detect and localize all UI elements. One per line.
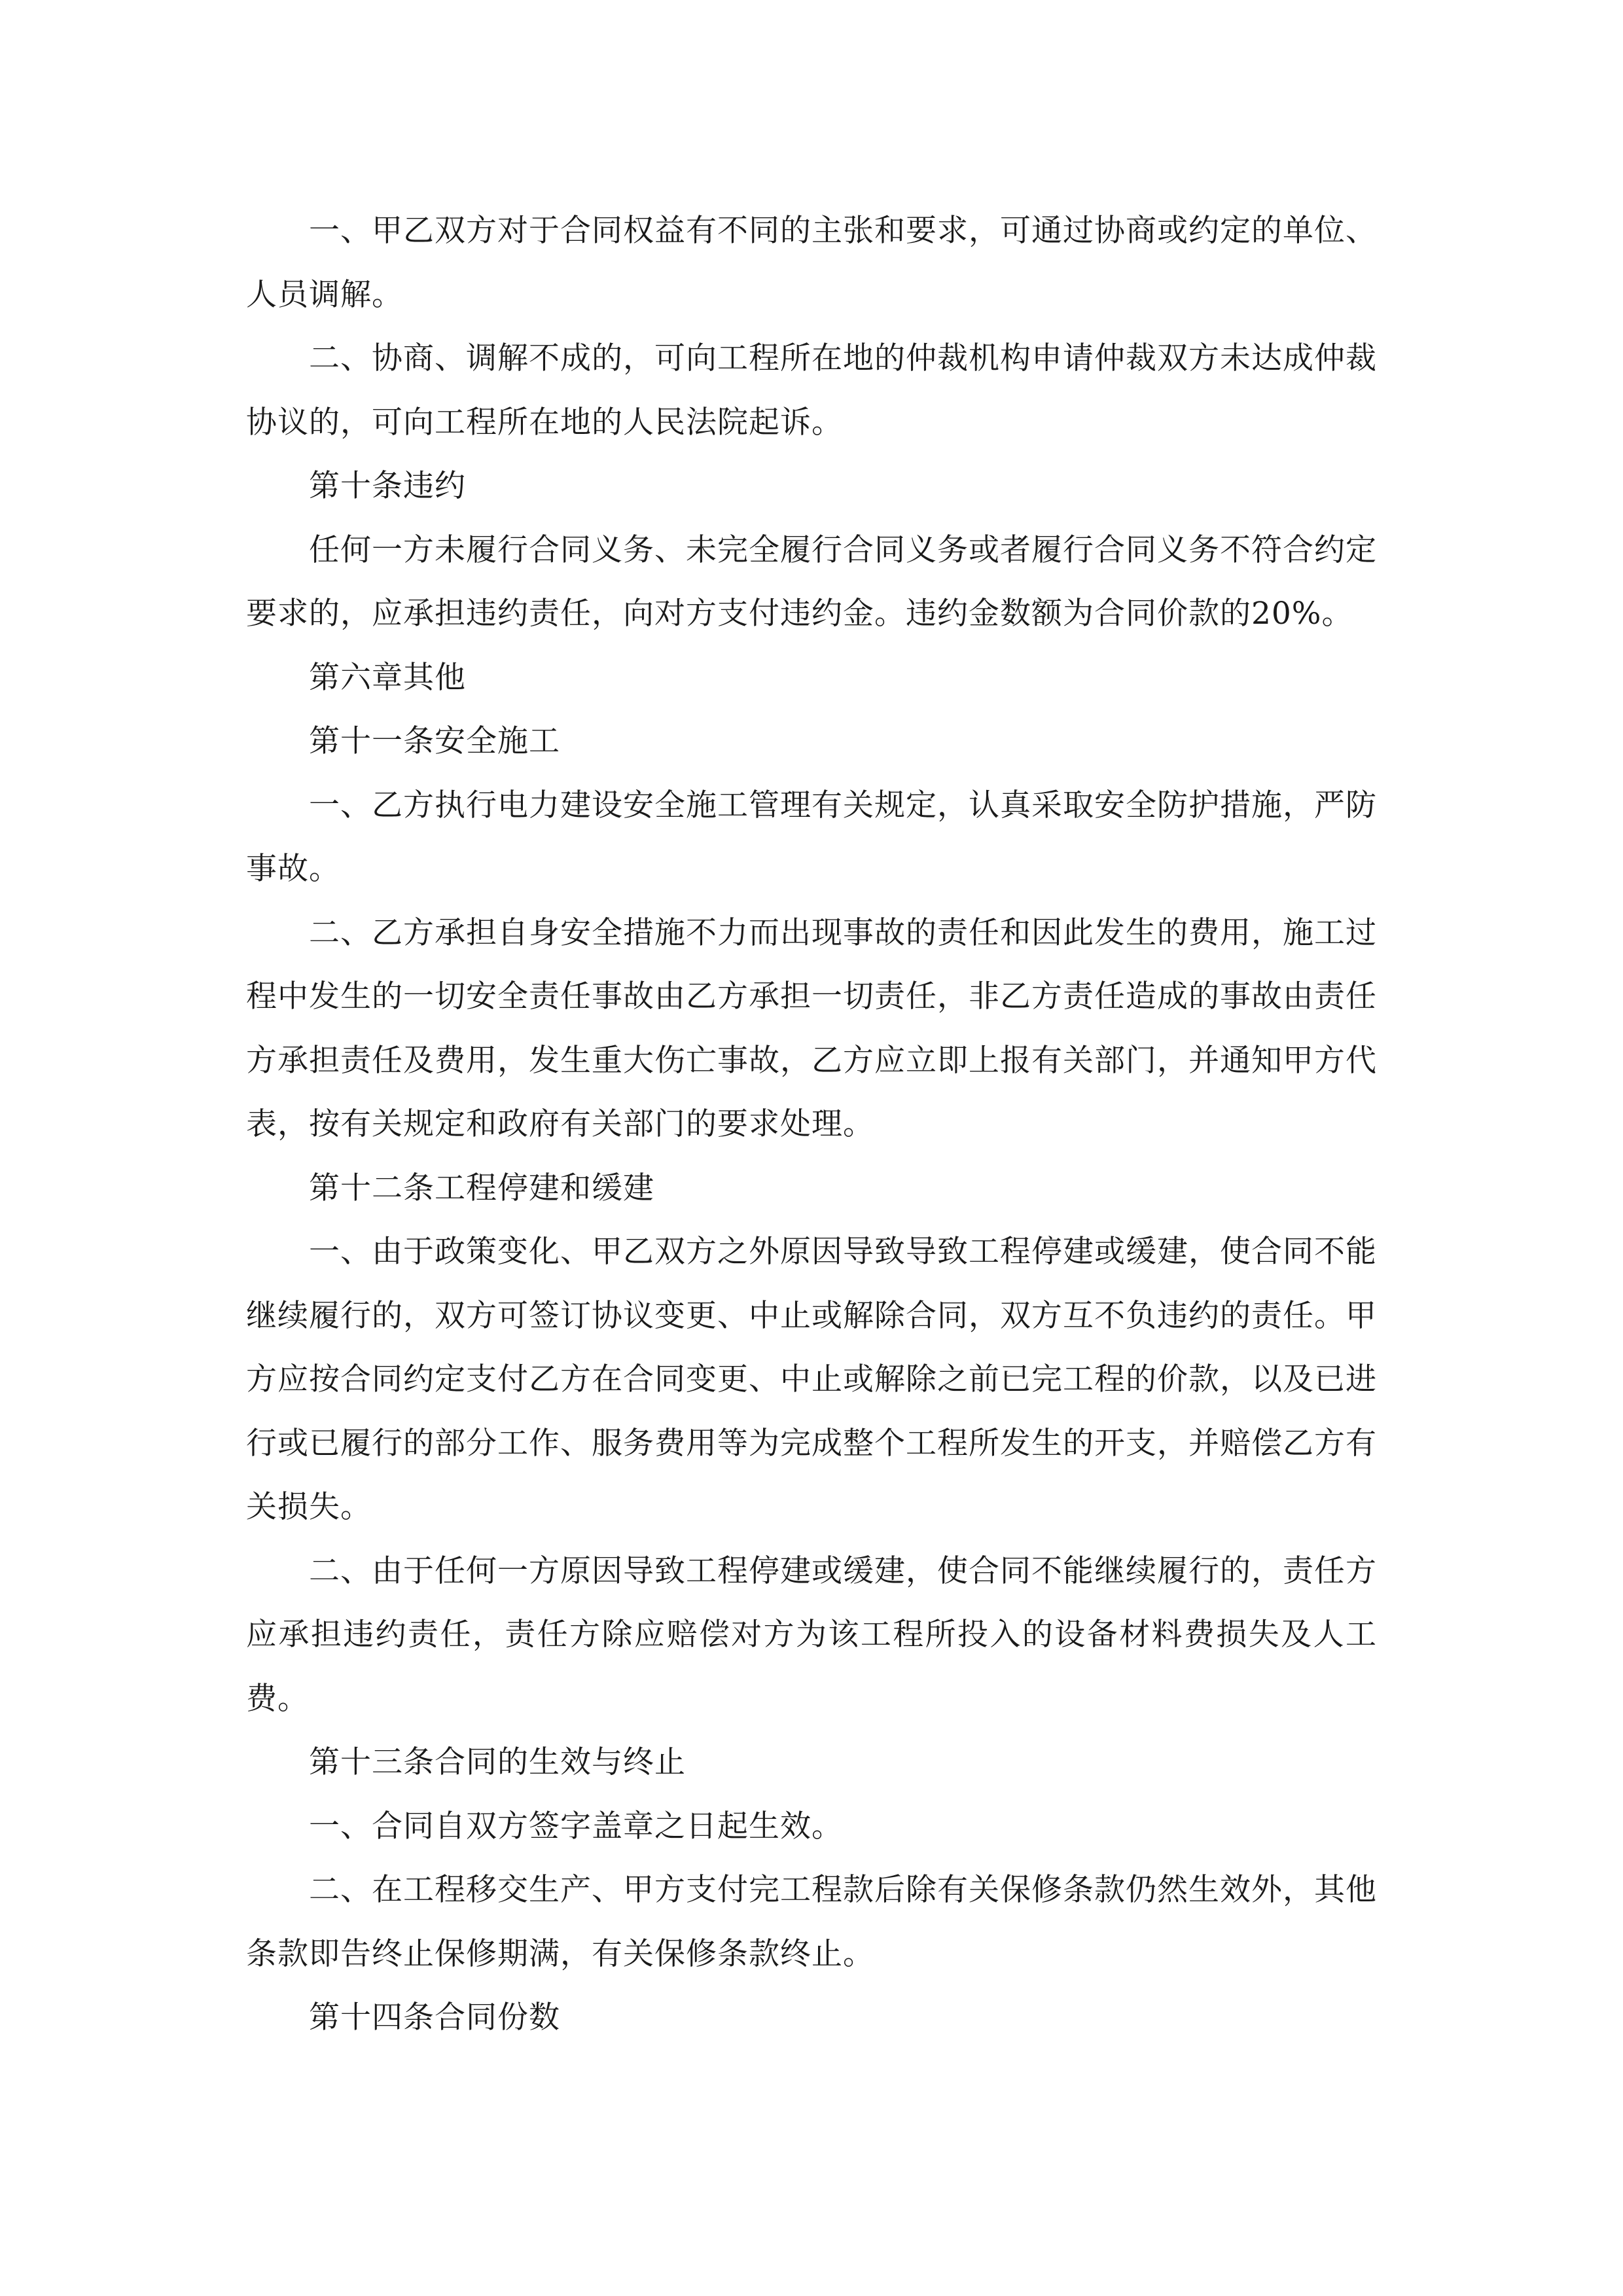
heading-article-11: 第十一条安全施工 xyxy=(309,723,560,759)
heading-article-13: 第十三条合同的生效与终止 xyxy=(309,1744,686,1780)
heading-article-12: 第十二条工程停建和缓建 xyxy=(309,1170,654,1206)
paragraph-breach-liability: 任何一方未履行合同义务、未完全履行合同义务或者履行合同义务不符合约定要求的，应承担违约责任，向对方支付违约金。违约金数额为合同价款的20%。 xyxy=(246,531,1377,632)
paragraph-dispute-arbitration: 二、协商、调解不成的，可向工程所在地的仲裁机构申请仲裁双方未达成仲裁协议的，可向工程所在地的人民法院起诉。 xyxy=(246,340,1377,440)
paragraph-safety-rules: 一、乙方执行电力建设安全施工管理有关规定，认真采取安全防护措施，严防事故。 xyxy=(246,787,1377,887)
paragraph-suspension-policy: 一、由于政策变化、甲乙双方之外原因导致导致工程停建或缓建，使合同不能继续履行的，双方可签订协议变更、中止或解除合同，双方互不负违约的责任。甲方应按合同约定支付乙方在合同变更、中止或解除之前已完工程的价款，以及已进行或已履行的部分工作、服务费用等为完成整个工程所发生的开支，并赔偿乙方有关损失。 xyxy=(246,1234,1377,1525)
paragraph-safety-responsibility: 二、乙方承担自身安全措施不力而出现事故的责任和因此发生的费用，施工过程中发生的一切安全责任事故由乙方承担一切责任，非乙方责任造成的事故由责任方承担责任及费用，发生重大伤亡事故，乙方应立即上报有关部门，并通知甲方代表，按有关规定和政府有关部门的要求处理。 xyxy=(246,914,1377,1142)
paragraph-effective-date: 一、合同自双方签字盖章之日起生效。 xyxy=(309,1808,843,1844)
heading-article-14: 第十四条合同份数 xyxy=(309,2000,560,2036)
paragraph-termination: 二、在工程移交生产、甲方支付完工程款后除有关保修条款仍然生效外，其他条款即告终止保修期满，有关保修条款终止。 xyxy=(246,1872,1377,1972)
document-body xyxy=(246,199,1377,2050)
paragraph-suspension-fault: 二、由于任何一方原因导致工程停建或缓建，使合同不能继续履行的，责任方应承担违约责任，责任方除应赔偿对方为该工程所投入的设备材料费损失及人工费。 xyxy=(246,1552,1377,1717)
paragraph-dispute-mediation: 一、甲乙双方对于合同权益有不同的主张和要求，可通过协商或约定的单位、人员调解。 xyxy=(246,213,1377,313)
heading-article-10: 第十条违约 xyxy=(309,468,466,504)
heading-chapter-6: 第六章其他 xyxy=(309,659,466,696)
